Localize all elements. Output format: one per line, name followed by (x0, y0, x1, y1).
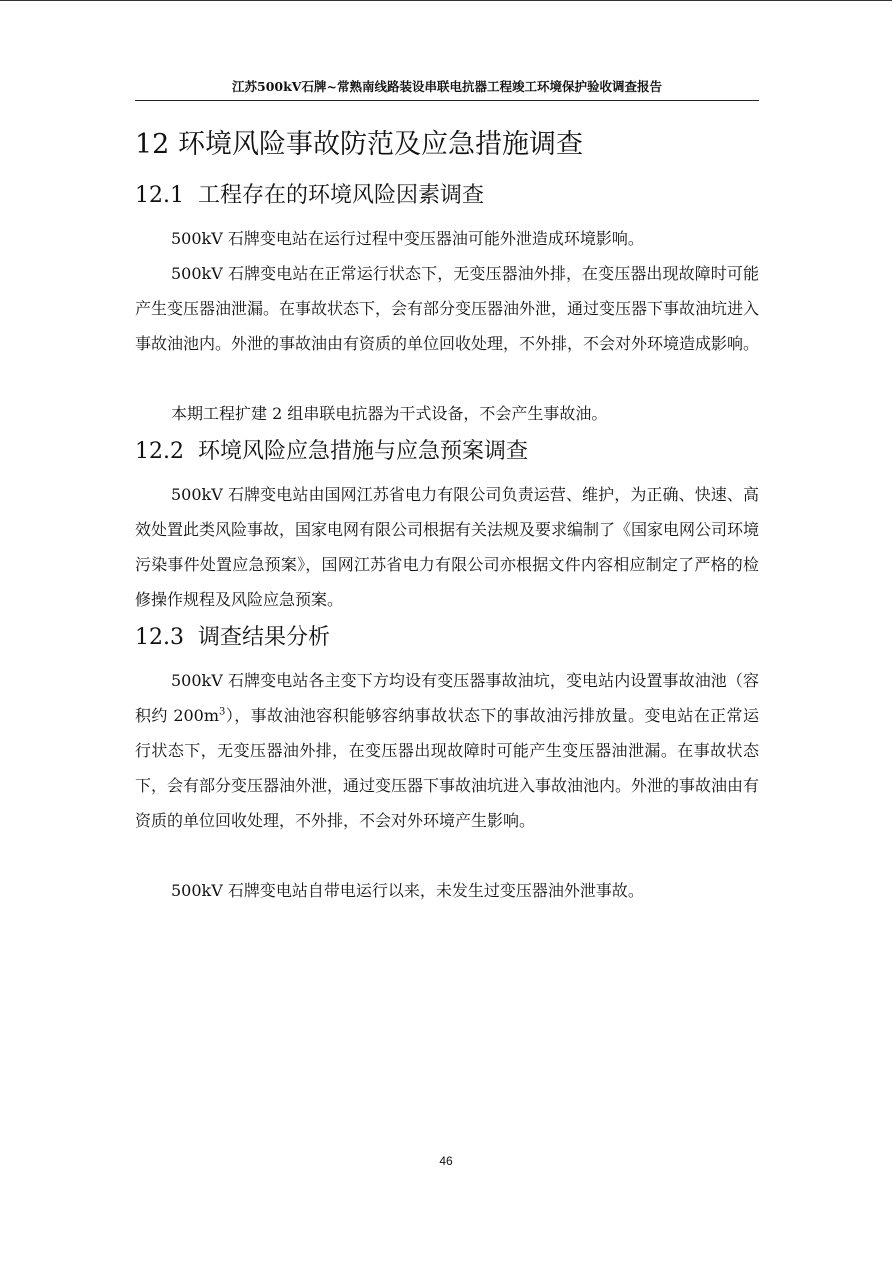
section-heading-text: 环境风险应急措施与应急预案调查 (198, 439, 529, 464)
paragraph (135, 663, 759, 838)
paragraph: 500kV 石牌变电站在正常运行状态下，无变压器油外排，在变压器出现故障时可能产生变压器油泄漏。在事故状态下，会有部分变压器油外泄，通过变压器下事故油坑进入事故油池内。外泄的事故油由有资质的单位回收处理，不外排，不会对外环境造成影响。 (135, 264, 760, 353)
paragraph: 500kV 石牌变电站自带电运行以来，未发生过变压器油外泄事故。 (171, 881, 644, 900)
section-title-12-2 (135, 437, 528, 467)
section-heading-text: 工程存在的环境风险因素调查 (198, 183, 485, 208)
page-number: 46 (439, 1154, 453, 1168)
header-divider (135, 100, 759, 101)
running-header: 江苏500kV石牌~常熟南线路装设串联电抗器工程竣工环境保护验收调查报告 (232, 79, 662, 94)
paragraph-text: 500kV 石牌变电站各主变下方均设有变压器事故油坑，变电站内设置事故油池（容积约 200m (135, 671, 759, 725)
section-number: 12.1 (135, 183, 184, 208)
paragraph: 500kV 石牌变电站由国网江苏省电力有限公司负责运营、维护，为正确、快速、高效处置此类风险事故，国家电网有限公司根据有关法规及要求编制了《国家电网公司环境污染事件处置应急预案》，国网江苏省电力有限公司亦根据文件内容相应制定了严格的检修操作规程及风险应急预案。 (135, 485, 760, 609)
section-number: 12.2 (135, 439, 184, 464)
paragraph: 本期工程扩建 2 组串联电抗器为干式设备，不会产生事故油。 (171, 404, 608, 423)
section-title-12-3 (135, 623, 330, 653)
superscript: 3 (219, 706, 226, 718)
section-number: 12.3 (135, 625, 184, 650)
section-title-12-1 (135, 181, 484, 211)
section-heading-text: 调查结果分析 (198, 625, 331, 650)
paragraph: 500kV 石牌变电站在运行过程中变压器油可能外泄造成环境影响。 (171, 229, 644, 248)
paragraph-text: ），事故油池容积能够容纳事故状态下的事故油污排放量。变电站在正常运行状态下，无变压器油外排，在变压器出现故障时可能产生变压器油泄漏。在事故状态下，会有部分变压器油外泄，通过变压器下事故油坑进入事故油池内。外泄的事故油由有资质的单位回收处理，不外排，不会对外环境产生影响。 (135, 706, 760, 830)
chapter-title: 12 环境风险事故防范及应急措施调查 (135, 129, 583, 160)
page-top-border (0, 0, 892, 1)
